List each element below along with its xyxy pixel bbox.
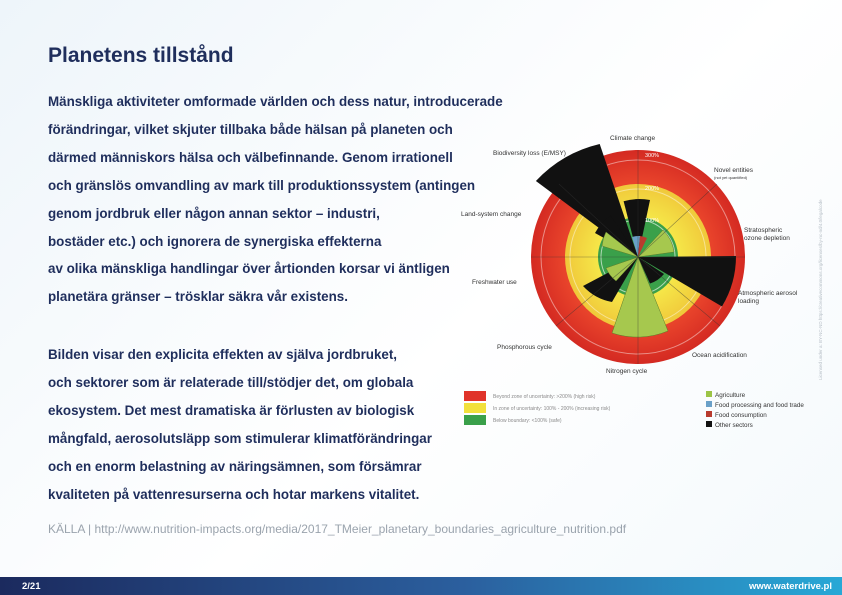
label-nitrogen-cycle: Nitrogen cycle — [606, 368, 648, 375]
legend-swatch-food-processing — [706, 401, 712, 407]
legend-swatch-food-consumption — [706, 411, 712, 417]
text-line: mångfald, aerosolutsläpp som stimulerar klimatförändringar — [48, 430, 432, 446]
text-line: och en enorm belastning av näringsämnen, som försämrar — [48, 458, 422, 474]
text-line: förändringar, vilket skjuter tillbaka både hälsan på planeten och — [48, 121, 453, 137]
page-number: 2/21 — [22, 581, 41, 592]
text-line: Bilden visar den explicita effekten av själva jordbruket, — [48, 347, 398, 362]
legend-label-food-processing: Food processing and food trade — [715, 402, 804, 409]
footer-bar — [0, 577, 842, 595]
legend-label-agriculture: Agriculture — [715, 392, 746, 399]
source-citation: KÄLLA | http://www.nutrition-impacts.org/media/2017_TMeier_planetary_boundaries_agriculture_nutrition.pdf — [48, 522, 627, 536]
website-link[interactable]: www.waterdrive.pl — [748, 581, 832, 592]
label-stratospheric-ozone: Stratospheric — [744, 227, 783, 234]
legend-swatch-safe — [464, 415, 486, 425]
text-line: därmed människors hälsa och välbefinnande. Genom irrationell — [48, 149, 453, 165]
text-line: ekosystem. Det mest dramatiska är förlusten av biologisk — [48, 402, 415, 418]
label-novel-entities: Novel entities — [714, 167, 754, 174]
label-ocean-acidification: Ocean acidification — [692, 352, 747, 359]
legend-label-safe: Below boundary: <100% (safe) — [493, 418, 562, 424]
legend-label-high-risk: Beyond zone of uncertainty: >200% (high risk) — [493, 394, 596, 400]
ring-label-200: 200% — [645, 186, 660, 192]
text-line: bostäder etc.) och ignorera de synergiska effekterna — [48, 233, 382, 249]
legend-label-uncertainty: In zone of uncertainty: 100% - 200% (increasing risk) — [493, 406, 611, 412]
ring-label-300: 300% — [645, 153, 660, 159]
legend-swatch-agriculture — [706, 391, 712, 397]
legend-swatch-uncertainty — [464, 403, 486, 413]
label-atmospheric-aerosol: Atmospheric aerosol — [738, 290, 798, 297]
license-credit: Licensed under a: BY-NC-ND https://creativecommons.org/licenses/by-nc-nd/4.0/legalcode — [818, 199, 823, 380]
text-line: och gränslös omvandling av mark till produktionssystem (antingen — [48, 177, 476, 193]
label-atmospheric-aerosol: loading — [738, 298, 759, 305]
legend-swatch-other-sectors — [706, 421, 712, 427]
text-line: kvaliteten på vattenresurserna och hotar markens vitalitet. — [48, 486, 420, 502]
explanation-paragraph — [48, 341, 508, 508]
legend-swatch-high-risk — [464, 391, 486, 401]
planetary-boundaries-figure — [455, 128, 825, 428]
text-line: Mänskliga aktiviteter omformade världen och dess natur, introducerade — [48, 94, 503, 109]
label-climate-change: Climate change — [610, 135, 656, 142]
label-stratospheric-ozone: ozone depletion — [744, 235, 790, 242]
text-line: planetära gränser – trösklar säkra vår existens. — [48, 289, 348, 305]
legend-label-other-sectors: Other sectors — [715, 422, 753, 428]
label-land-system-change: Land-system change — [461, 211, 522, 218]
text-line: av olika mänskliga handlingar över årtionden korsar vi äntligen — [48, 261, 450, 277]
ring-label-100: 100% — [645, 218, 660, 224]
label-phosphorous-cycle: Phosphorous cycle — [497, 344, 552, 351]
label-novel-entities-note: (not yet quantified) — [714, 175, 748, 180]
intro-paragraph — [48, 88, 508, 311]
label-freshwater-use: Freshwater use — [472, 279, 517, 286]
page-title: Planetens tillstånd — [48, 44, 234, 67]
text-line: och sektorer som är relaterade till/stödjer det, om globala — [48, 374, 414, 390]
text-line: genom jordbruk eller någon annan sektor – industri, — [48, 205, 380, 221]
label-biodiversity-loss: Biodiversity loss (E/MSY) — [493, 150, 566, 157]
legend-label-food-consumption: Food consumption — [715, 412, 767, 419]
